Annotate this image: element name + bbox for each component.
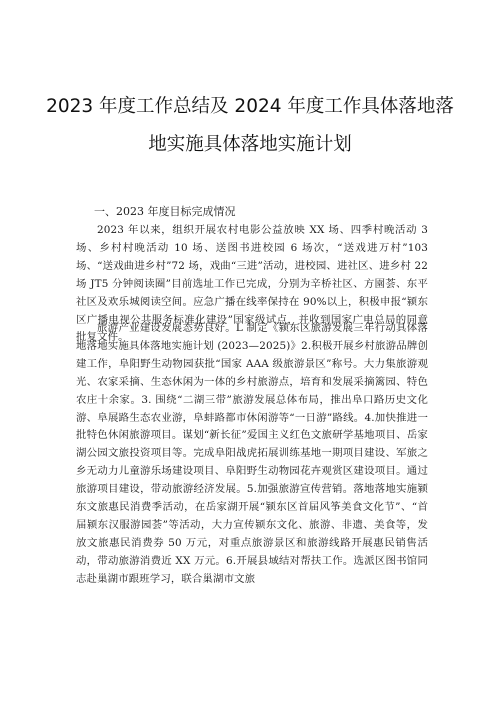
title-line-2: 地实施具体落地实施计划 xyxy=(148,134,352,155)
document-title xyxy=(40,88,460,164)
paragraph-2: 旅游产业建设发展态势良好。L 制定《颍东区旅游发展三年行动具体落地落地实施具体落地实施计划 (2023—2025)》2.积极开展乡村旅游品牌创建工作，阜阳野生动物园获批“国家 AAA 级旅游景区”称号。大力集旅游观光、农家采摘、生态休闲为一体的乡村旅游点，培育和发展采摘篱园、特色农庄十余家。3. 围绕“二湖三带”旅游发展总体布局，推出阜口路历史文化游、阜展路生态农业游，阜蚌路都市休闲游等“一日游”路线。4.加快推进一批特色休闲旅游项目。谋划“新长征”爱国主义红色文旅研学基地项目、岳家湖公园文旅投资项目等。完成阜阳战虎拓展训练基地一期项目建设、军旅之乡无动力儿童游乐场建设项目、阜阳野生动物园花卉观赏区建设项目。通过旅游项目建设，带动旅游经济发展。5.加强旅游宣传营销。落地落地实施颍东文旅惠民消费季活动，在岳家湖开展“颍东区首届风筝美食文化节”、“首届颍东汉服游园荟”等活动，大力宣传颍东文化、旅游、非遗、美食等，发放文旅惠民消费券 50 万元，对重点旅游景区和旅游线路开展惠民销售活动，带动旅游消费近 XX 万元。6.开展县域结对帮扶工作。选派区图书馆同志赴巢湖市跟班学习，联合巢湖市文旅 xyxy=(76,322,428,585)
title-line-1: 2023 年度工作总结及 2024 年度工作具体落地落 xyxy=(46,96,454,117)
paragraph-1: 2023 年以来，组织开展农村电影公益放映 XX 场、四季村晚活动 3 场、乡村村晚活动 10 场、送图书进校园 6 场次，“送戏进万村”103 场、“送戏曲进乡村”72 场，戏曲“三进”活动，进校园、进社区、进乡村 22 场 JT5 分钟阅读圈”目前选址工作已完成，分别为辛桥社区、方園荟、东平社区及欢乐城阅读空间。应急广播在线率保持在 90%以上，积极申报“颍东区广播电视公共服务标准化建设”国家级试点，并收到国家广电总局的同意批复文件。 xyxy=(76,224,428,344)
section-heading: 一、2023 年度目标完成情况 xyxy=(94,205,236,218)
